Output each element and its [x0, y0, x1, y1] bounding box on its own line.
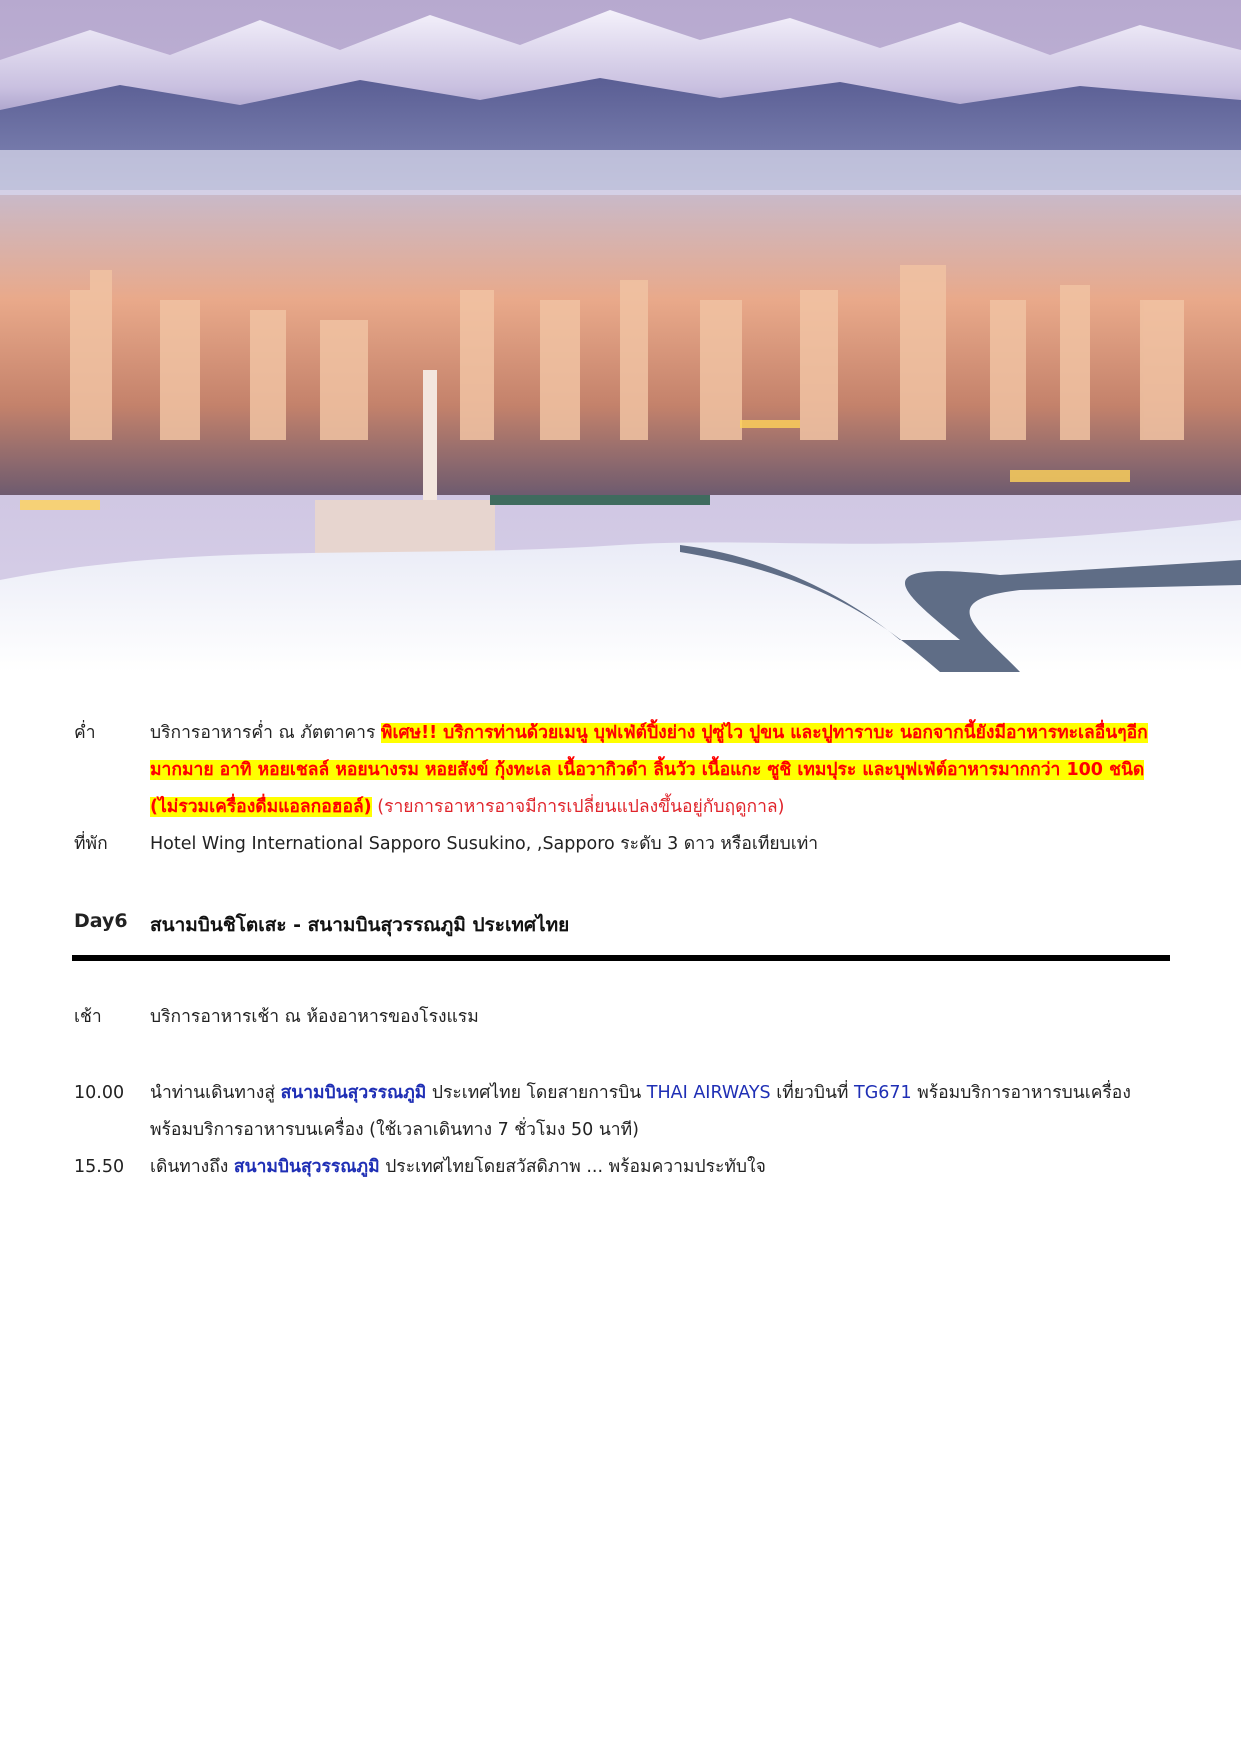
day6-heading: [74, 910, 1168, 940]
arrival-row: [74, 1149, 1168, 1186]
breakfast-text: บริการอาหารเช้า ณ ห้องอาหารของโรงแรม: [150, 1007, 479, 1027]
day6-number: Day6: [74, 910, 128, 932]
flight-part2: ประเทศไทย โดยสายการบิน: [426, 1083, 647, 1103]
hero-photo-sapporo-city-winter: [0, 0, 1241, 672]
day6-title: สนามบินชิโตเสะ - สนามบินสุวรรณภูมิ ประเทศไทย: [150, 914, 570, 936]
arrival-part1: เดินทางถึง: [150, 1157, 234, 1177]
dinner-highlight: พิเศษ!! บริการท่านด้วยเมนู บุฟเฟ่ต์ปิ้งย่าง ปูซู่ไว ปูขน และปูทาราบะ นอกจากนี้ยังมีอาหารทะเลอื่นๆอีกมากมาย อาทิ หอยเชลล์ หอยนางรม หอยสังข์ กุ้งทะเล เนื้อวากิวดำ ลิ้นวัว เนื้อแกะ ซูชิ เทมปุระ และบุฟเฟ่ต์อาหารมากกว่า 100 ชนิด (ไม่รวมเครื่องดื่มแอลกอฮอล์): [150, 723, 1148, 817]
hotel-row: [74, 826, 1168, 863]
dinner-row: [74, 715, 1168, 826]
flight-number: TG671: [854, 1083, 912, 1103]
flight-text: [150, 1075, 1168, 1149]
flight-time: 10.00: [74, 1083, 125, 1103]
flight-airport: สนามบินสุวรรณภูมิ: [280, 1083, 427, 1103]
schedule-section: [74, 1075, 1168, 1186]
flight-airline: THAI AIRWAYS: [646, 1083, 771, 1103]
dinner-note: (รายการอาหารอาจมีการเปลี่ยนแปลงขึ้นอยู่กับฤดูกาล): [371, 797, 785, 817]
city-landscape-illustration: [0, 0, 1241, 672]
flight-part4: พร้อมบริการอาหารบนเครื่อง พร้อมบริการอาหารบนเครื่อง (ใช้เวลาเดินทาง 7 ชั่วโมง 50 นาที): [150, 1083, 1131, 1140]
flight-part1: นำท่านเดินทางสู่: [150, 1083, 281, 1103]
breakfast-row: [74, 999, 1168, 1036]
hotel-text: Hotel Wing International Sapporo Susukino, ,Sapporo ระดับ 3 ดาว หรือเทียบเท่า: [150, 834, 819, 854]
dinner-hotel-section: [74, 715, 1168, 863]
arrival-text: [150, 1149, 1168, 1186]
arrival-time: 15.50: [74, 1157, 125, 1177]
arrival-part2: ประเทศไทยโดยสวัสดิภาพ ... พร้อมความประทับใจ: [379, 1157, 766, 1177]
flight-row: [74, 1075, 1168, 1149]
day6-divider: [72, 955, 1170, 961]
arrival-airport: สนามบินสุวรรณภูมิ: [233, 1157, 380, 1177]
dinner-label: ค่ำ: [74, 723, 96, 743]
breakfast-section: [74, 999, 1168, 1036]
breakfast-label: เช้า: [74, 1007, 102, 1027]
flight-part3: เที่ยวบินที่: [770, 1083, 855, 1103]
hotel-label: ที่พัก: [74, 834, 108, 854]
dinner-text: [150, 715, 1168, 826]
dinner-intro: บริการอาหารค่ำ ณ ภัตตาคาร: [150, 723, 381, 743]
